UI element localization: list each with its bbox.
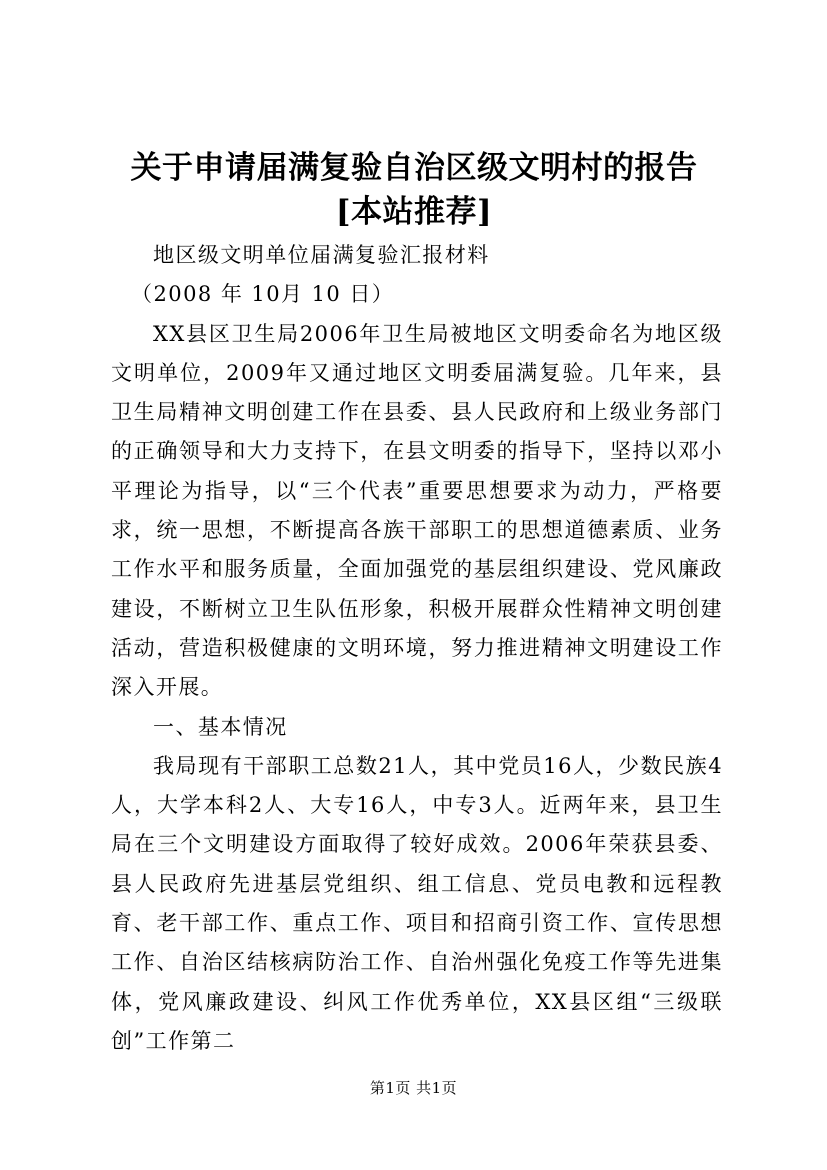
body-paragraph: XX县区卫生局2006年卫生局被地区文明委命名为地区级文明单位，2009年又通过地区文明委届满复验。几年来，县卫生局精神文明创建工作在县委、县人民政府和上级业务部门的正确领导和大力支持下，在县文明委的指导下，坚持以邓小平理论为指导，以“三个代表”重要思想要求为动力，严格要求，统一思想，不断提高各族干部职工的思想道德素质、业务工作水平和服务质量，全面加强党的基层组织建设、党风廉政建设，不断树立卫生队伍形象，积极开展群众性精神文明创建活动，营造积极健康的文明环境，努力推进精神文明建设工作深入开展。 — [111, 321, 723, 700]
date-paragraph: （2008 年 10月 10 日） — [131, 282, 395, 307]
page-number-footer: 第1页 共1页 — [369, 1079, 458, 1097]
document-title: 关于申请届满复验自治区级文明村的报告[本站推荐] — [130, 150, 698, 230]
body-paragraph: 我局现有干部职工总数21人，其中党员16人，少数民族4人，大学本科2人、大专16人，中专3人。近两年来，县卫生局在三个文明建设方面取得了较好成效。2006年荣获县委、县人民政府先进基层党组织、组工信息、党员电教和远程教育、老干部工作、重点工作、项目和招商引资工作、宣传思想工作、自治区结核病防治工作、自治州强化免疫工作等先进集体，党风廉政建设、纠风工作优秀单位，XX县区组“三级联创”工作第二 — [111, 753, 723, 1053]
document-body — [111, 236, 723, 1061]
section-heading: 一、基本情况 — [153, 714, 288, 739]
subtitle-paragraph: 地区级文明单位届满复验汇报材料 — [153, 243, 490, 267]
